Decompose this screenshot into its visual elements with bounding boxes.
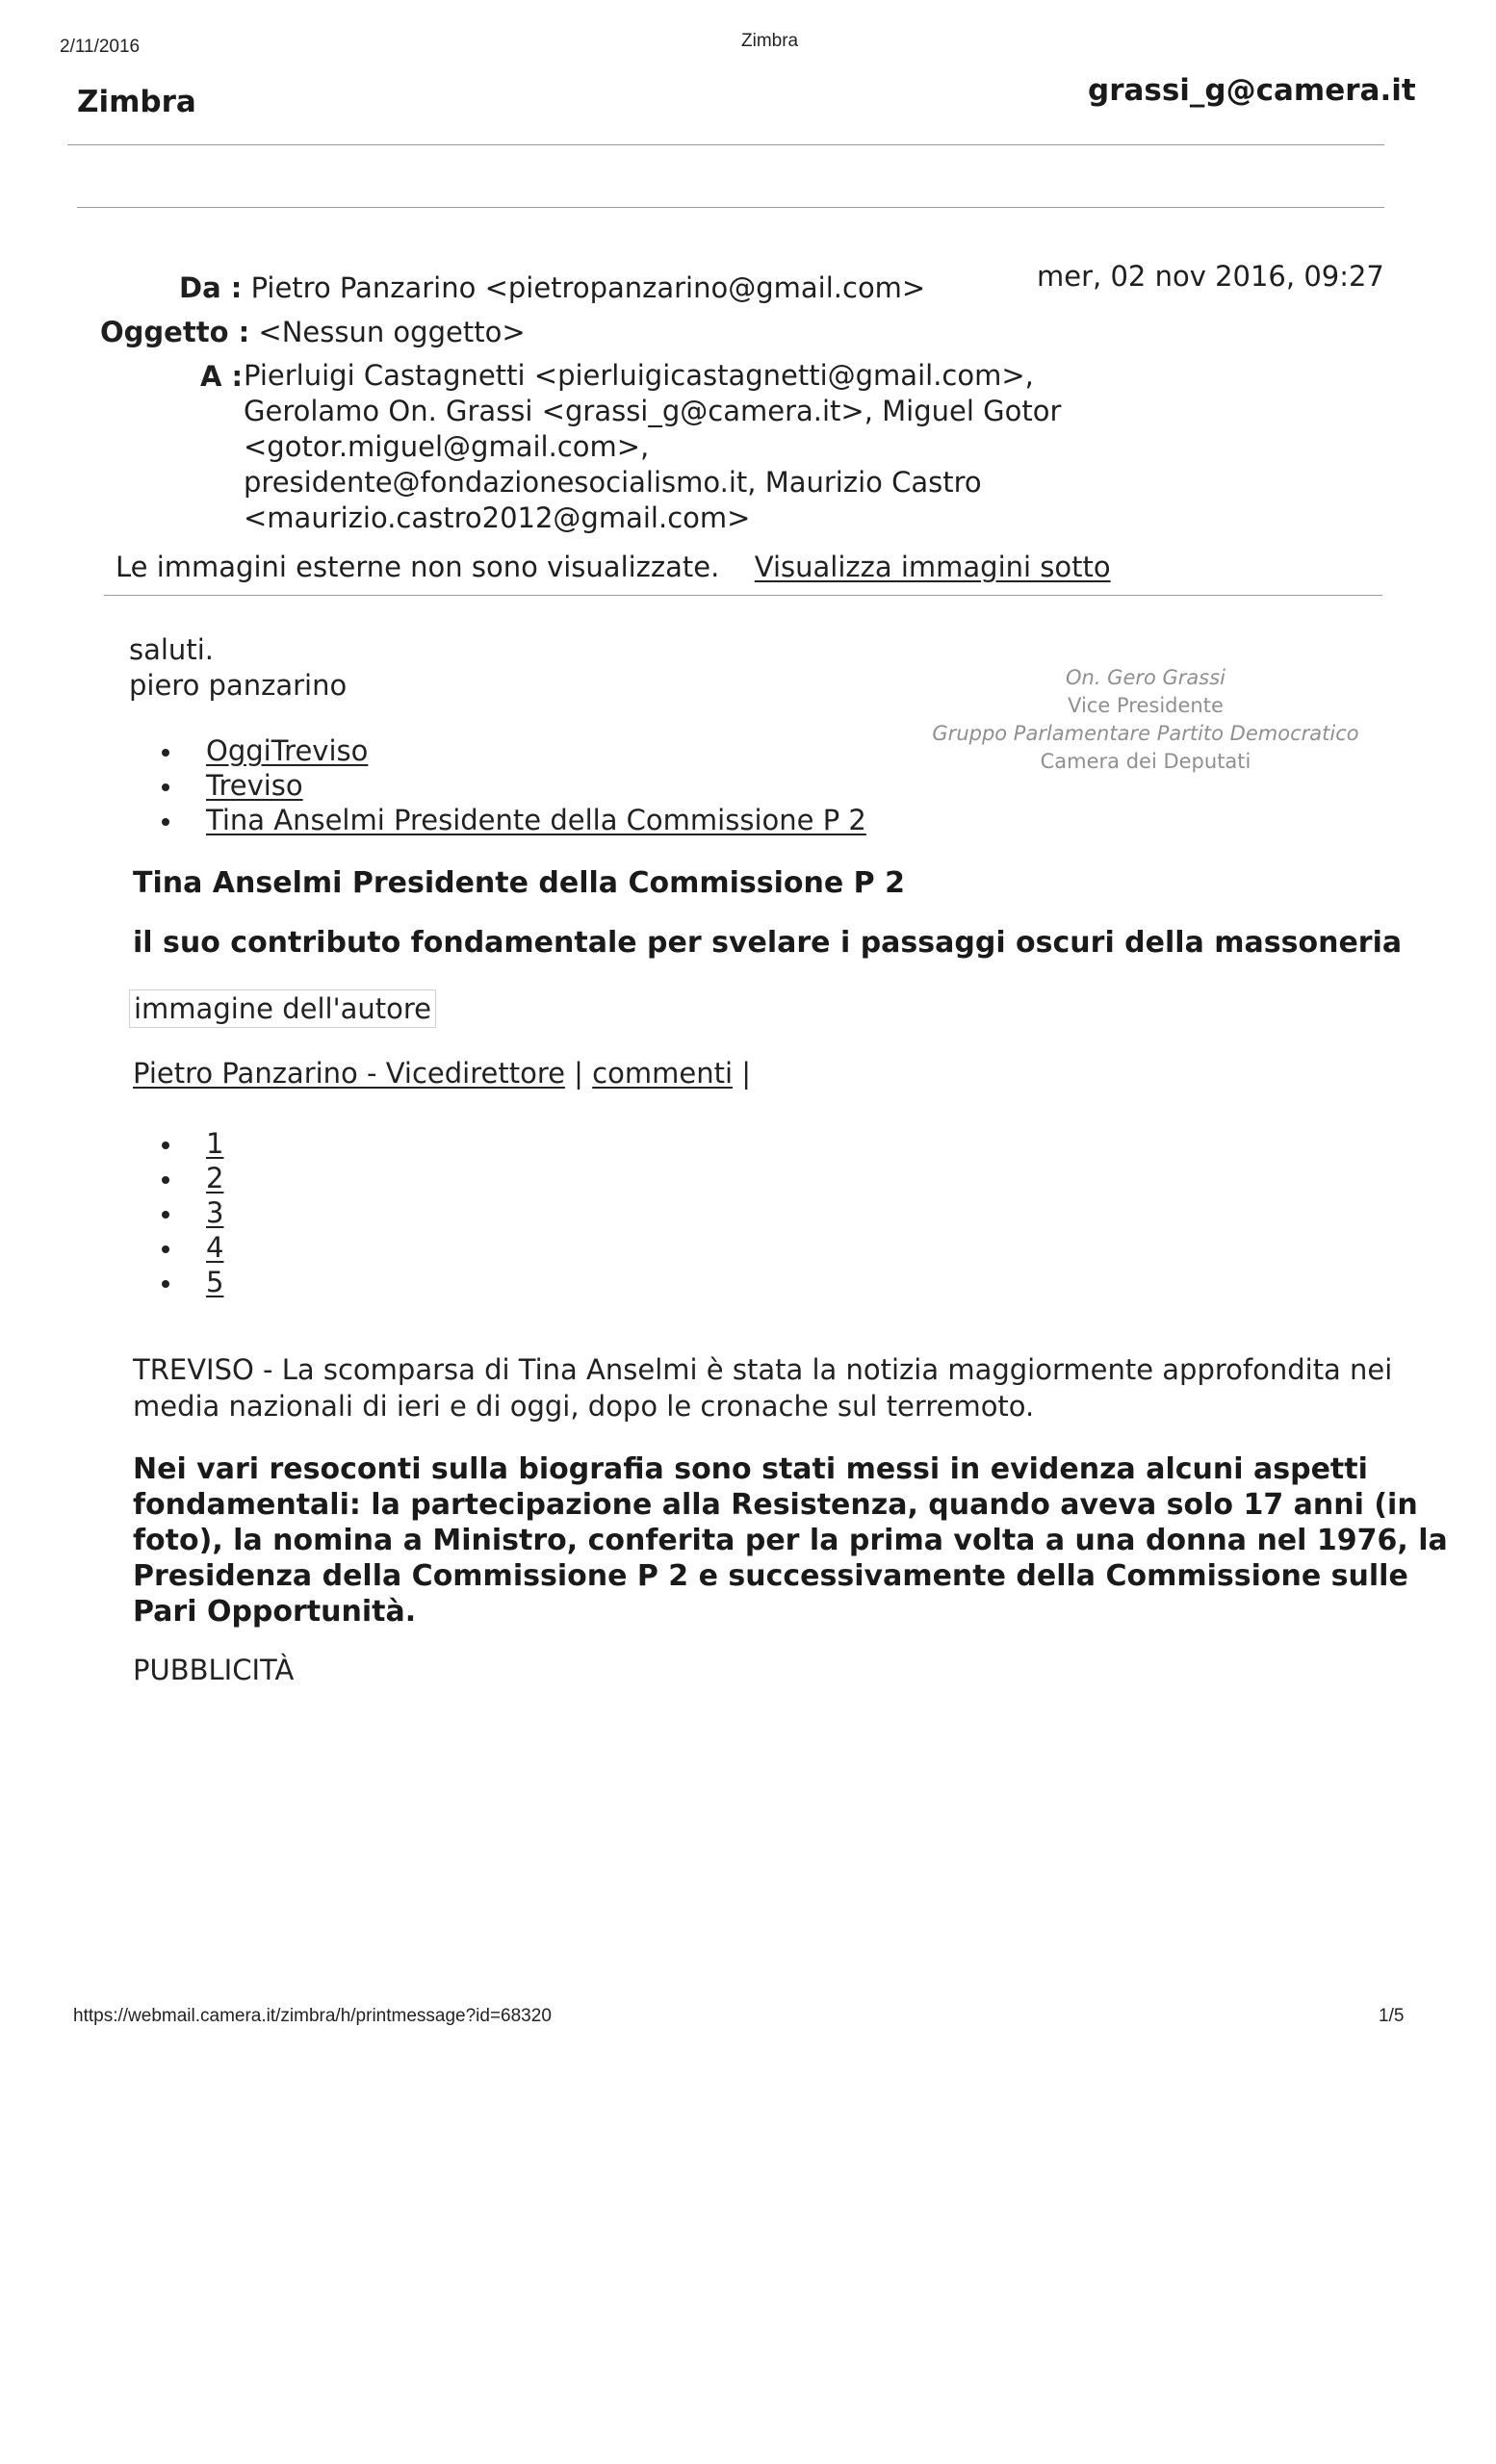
subject-value: <Nessun oggetto> <box>258 316 526 348</box>
breadcrumb-link-article[interactable]: Tina Anselmi Presidente della Commissione P 2 <box>206 804 866 836</box>
print-title: Zimbra <box>741 31 799 51</box>
paragraph-line: fondamentali: la partecipazione alla Resistenza, quando aveva solo 17 anni (in <box>133 1488 1418 1522</box>
header-divider-2 <box>77 207 1384 208</box>
breadcrumb-link-treviso[interactable]: Treviso <box>206 769 303 802</box>
paragraph-line: TREVISO - La scomparsa di Tina Anselmi è stata la notizia maggiormente approfondita nei <box>133 1353 1393 1386</box>
stamp-role: Vice Presidente <box>1068 694 1224 717</box>
article-title: Tina Anselmi Presidente della Commissione P 2 <box>133 866 905 900</box>
print-date: 2/11/2016 <box>60 37 141 57</box>
stamp-name: On. Gero Grassi <box>1065 666 1226 689</box>
from-value: Pietro Panzarino <pietropanzarino@gmail.com> <box>250 271 926 304</box>
page-link-1[interactable]: 1 <box>206 1127 224 1160</box>
to-label-wrap <box>200 360 243 393</box>
header-divider <box>67 144 1384 145</box>
paragraph-2 <box>133 1451 1448 1630</box>
advert-label: PUBBLICITÀ <box>133 1654 295 1686</box>
page-item <box>137 1230 223 1265</box>
show-images-link[interactable]: Visualizza immagini sotto <box>754 551 1111 583</box>
to-line: presidente@fondazionesocialismo.it, Maurizio Castro <box>244 466 982 499</box>
to-line: <maurizio.castro2012@gmail.com> <box>244 501 751 534</box>
article-subtitle: il suo contributo fondamentale per svelare i passaggi oscuri della massoneria <box>133 926 1403 960</box>
paragraph-line: Presidenza della Commissione P 2 e successivamente della Commissione sulle <box>133 1559 1408 1593</box>
print-url: https://webmail.camera.it/zimbra/h/printmessage?id=68320 <box>73 2006 552 2026</box>
subject-row <box>100 316 526 348</box>
pagination <box>137 1126 223 1299</box>
page-item <box>137 1195 223 1230</box>
author-image: immagine dell'autore <box>129 989 436 1028</box>
breadcrumb <box>137 733 866 837</box>
paragraph-1 <box>133 1351 1392 1424</box>
byline-separator: | <box>741 1057 752 1090</box>
page-item <box>137 1126 223 1161</box>
page-link-3[interactable]: 3 <box>206 1196 224 1229</box>
paragraph-line: foto), la nomina a Ministro, conferita per la prima volta a una donna nel 1976, la <box>133 1524 1448 1557</box>
paragraph-line: Nei vari resoconti sulla biografia sono stati messi in evidenza alcuni aspetti <box>133 1452 1368 1486</box>
page-link-4[interactable]: 4 <box>206 1231 224 1264</box>
author-link[interactable]: Pietro Panzarino - Vicedirettore <box>133 1057 565 1090</box>
to-line: Pierluigi Castagnetti <pierluigicastagnetti@gmail.com>, <box>244 359 1034 392</box>
paragraph-line: Pari Opportunità. <box>133 1595 417 1629</box>
page-item <box>137 1161 223 1195</box>
deputy-stamp <box>895 664 1396 776</box>
comments-link[interactable]: commenti <box>592 1057 734 1090</box>
signature: piero panzarino <box>129 669 348 702</box>
to-line: <gotor.miguel@gmail.com>, <box>244 430 650 463</box>
message-divider <box>104 595 1382 596</box>
byline <box>133 1057 751 1090</box>
message-date: mer, 02 nov 2016, 09:27 <box>1037 260 1384 293</box>
page-link-2[interactable]: 2 <box>206 1162 224 1194</box>
greeting: saluti. <box>129 633 214 666</box>
from-label: Da : <box>179 271 243 304</box>
subject-label: Oggetto : <box>100 316 250 348</box>
breadcrumb-item <box>137 733 866 768</box>
page-link-5[interactable]: 5 <box>206 1266 224 1298</box>
paragraph-line: media nazionali di ieri e di oggi, dopo le cronache sul terremoto. <box>133 1390 1035 1423</box>
app-name: Zimbra <box>77 85 196 119</box>
stamp-group: Gruppo Parlamentare Partito Democratico <box>932 722 1359 745</box>
breadcrumb-item <box>137 768 866 803</box>
page-item <box>137 1265 223 1299</box>
to-line: Gerolamo On. Grassi <grassi_g@camera.it>, Miguel Gotor <box>244 395 1062 427</box>
images-notice: Le immagini esterne non sono visualizzate. <box>116 551 720 583</box>
to-label: A : <box>200 360 244 393</box>
breadcrumb-link-oggitreviso[interactable]: OggiTreviso <box>206 734 369 767</box>
breadcrumb-item <box>137 803 866 837</box>
to-recipients <box>244 358 1061 536</box>
stamp-chamber: Camera dei Deputati <box>1040 750 1251 773</box>
account-email: grassi_g@camera.it <box>1088 73 1416 108</box>
images-notice-row <box>116 551 1111 583</box>
print-page-number: 1/5 <box>1379 2006 1405 2026</box>
from-row <box>179 271 925 304</box>
byline-separator: | <box>574 1057 583 1090</box>
